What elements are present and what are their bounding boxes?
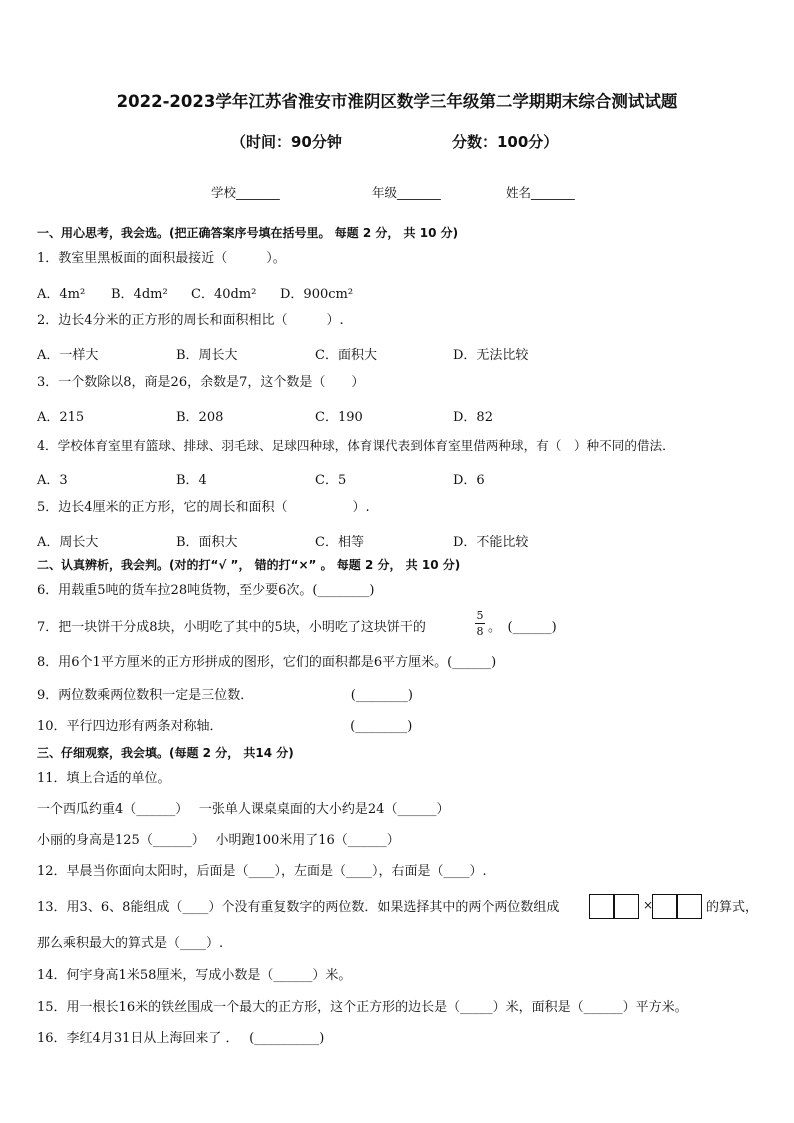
question-3: 3．一个数除以8，商是26，余数是7，这个数是（ ） <box>37 375 365 390</box>
digit-box-2 <box>614 894 639 919</box>
question-16: 16．李红4月31日从上海回来了 ． (__________) <box>37 1031 325 1046</box>
question-11-row-1: 一个西瓜约重4（______） 一张单人课桌桌面的大小约是24（______） <box>37 802 450 817</box>
name-field: 姓名_______ <box>506 185 575 200</box>
q5-option-b: B．面积大 <box>176 535 238 550</box>
question-7-stem: 7．把一块饼干分成8块，小明吃了其中的5块，小明吃了这块饼干的 <box>37 620 426 635</box>
digit-box-4 <box>677 894 702 919</box>
q1-option-c: C．40dm² <box>191 287 257 302</box>
q4-option-c: C．5 <box>315 473 347 488</box>
question-11-row-2: 小丽的身高是125（______） 小明跑100米用了16（______） <box>37 833 400 848</box>
fraction-bar <box>475 623 485 624</box>
section-heading-1: 一、用心思考，我会选。(把正确答案序号填在括号里。 每题 2 分， 共 10 分) <box>37 226 459 240</box>
q2-option-b: B．周长大 <box>176 348 238 363</box>
q5-option-a: A．周长大 <box>37 535 99 550</box>
q3-option-b: B．208 <box>176 410 224 425</box>
multiply-sign: × <box>643 898 654 912</box>
section-heading-3: 三、仔细观察，我会填。(每题 2 分， 共14 分) <box>37 746 294 760</box>
q5-option-c: C．相等 <box>315 535 364 550</box>
q4-option-b: B．4 <box>176 473 207 488</box>
q2-option-d: D．无法比较 <box>453 348 529 363</box>
question-14: 14．何宇身高1米58厘米，写成小数是（______）米。 <box>37 968 352 983</box>
q3-option-a: A．215 <box>37 410 85 425</box>
q5-option-d: D．不能比较 <box>453 535 529 550</box>
question-13-stem: 13．用3、6、8能组成（____）个没有重复数字的两位数．如果选择其中的两个两位数组成 <box>37 900 560 915</box>
question-13-cont: 那么乘积最大的算式是（____）. <box>37 936 224 951</box>
exam-score: 分数：100分） <box>452 133 559 151</box>
section-heading-2: 二、认真辨析，我会判。(对的打“√ ”， 错的打“×” 。 每题 2 分， 共 10 分) <box>37 558 461 572</box>
school-field: 学校_______ <box>211 185 280 200</box>
fraction-five-eighths <box>474 609 486 638</box>
question-6: 6．用载重5吨的货车拉28吨货物，至少要6次。(________) <box>37 583 375 598</box>
q2-option-a: A．一样大 <box>37 348 99 363</box>
fraction-numerator: 5 <box>476 609 484 622</box>
fraction-denominator: 8 <box>476 625 484 638</box>
question-9: 9．两位数乘两位数积一定是三位数． (________) <box>37 688 413 703</box>
question-15: 15．用一根长16米的铁丝围成一个最大的正方形，这个正方形的边长是（_____）米，面积是（______）平方米。 <box>37 1000 688 1015</box>
question-10: 10．平行四边形有两条对称轴． (________) <box>37 719 413 734</box>
question-7-blank: 。 (______) <box>488 620 557 635</box>
question-5: 5．边长4厘米的正方形，它的周长和面积（ ）. <box>37 500 370 515</box>
q4-option-d: D．6 <box>453 473 485 488</box>
q2-option-c: C．面积大 <box>315 348 377 363</box>
grade-field: 年级_______ <box>372 185 441 200</box>
question-11: 11．填上合适的单位。 <box>37 771 171 786</box>
exam-title: 2022-2023学年江苏省淮安市淮阴区数学三年级第二学期期末综合测试试题 <box>116 92 678 111</box>
question-4: 4．学校体育室里有篮球、排球、羽毛球、足球四种球，体育课代表到体育室里借两种球，有（ ）种不同的借法． <box>37 438 675 453</box>
q3-option-d: D．82 <box>453 410 493 425</box>
q4-option-a: A．3 <box>37 473 68 488</box>
digit-box-3 <box>652 894 677 919</box>
q1-option-a: A．4m² <box>37 287 86 302</box>
question-1: 1．教室里黑板面的面积最接近（ ）。 <box>37 251 286 266</box>
digit-box-1 <box>589 894 614 919</box>
question-13-tail: 的算式， <box>706 900 759 915</box>
question-12: 12．早晨当你面向太阳时，后面是（____），左面是（____），右面是（____）. <box>37 864 487 879</box>
exam-time: （时间：90分钟 <box>231 133 342 151</box>
question-2: 2．边长4分米的正方形的周长和面积相比（ ）. <box>37 313 344 328</box>
q3-option-c: C．190 <box>315 410 363 425</box>
question-8: 8．用6个1平方厘米的正方形拼成的图形，它们的面积都是6平方厘米。(______) <box>37 655 497 670</box>
q1-option-b: B．4dm² <box>111 287 168 302</box>
q1-option-d: D．900cm² <box>280 287 354 302</box>
